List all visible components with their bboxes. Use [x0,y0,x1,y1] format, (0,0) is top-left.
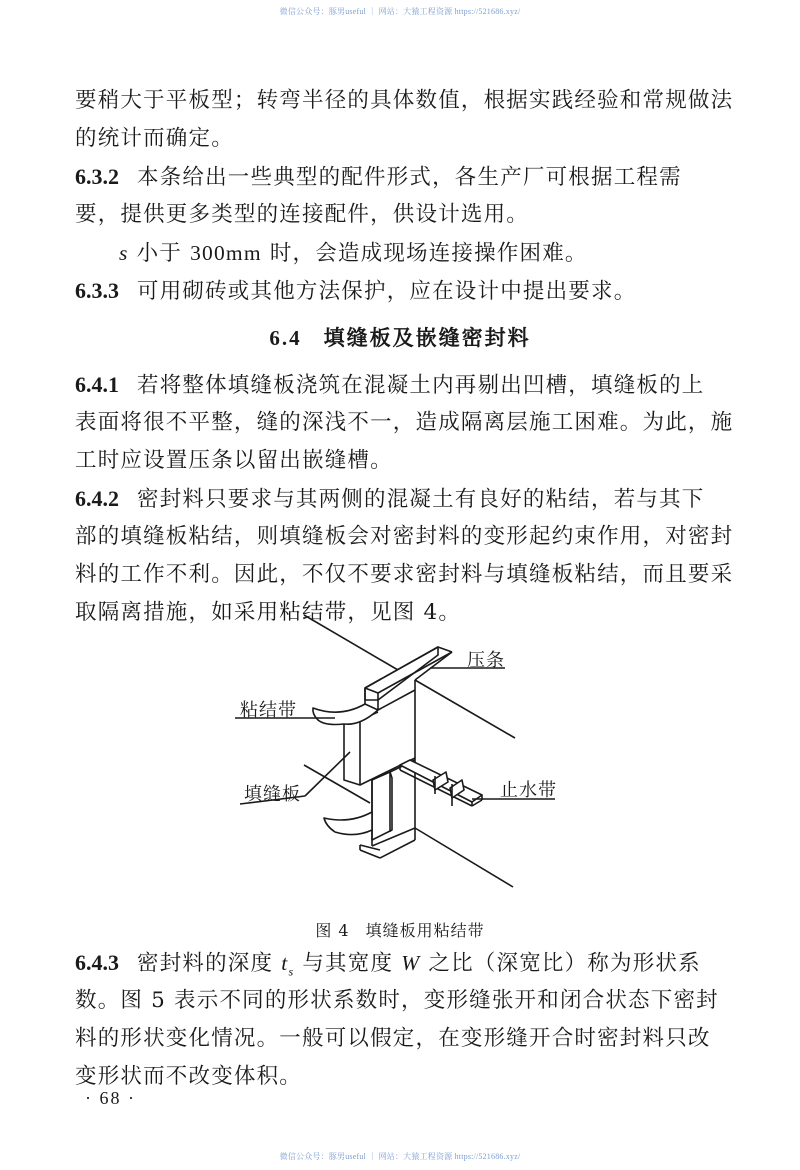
clause-text-pre: 密封料的深度 [137,951,274,976]
label-waterstop: 止水带 [500,780,557,801]
watermark-top: 微信公众号：豚男useful ｜ 网站：大猿工程资源 https://521686.xyz/ [279,7,521,16]
note-pre: 小于 [136,241,183,266]
paragraph-line: 变形状而不改变体积。 [75,1064,303,1089]
paragraph-line: 表面将很不平整，缝的深浅不一，造成隔离层施工困难。为此，施 [75,410,734,435]
clause-number: 6.3.2 [75,164,119,189]
clause-number: 6.4.3 [75,950,119,975]
paragraph-line: 工时应设置压条以留出嵌缝槽。 [75,448,393,473]
clause-6-4-3 [75,948,735,986]
clause-6-4-1 [75,370,735,401]
paragraph-line: 部的填缝板粘结，则填缝板会对密封料的变形起约束作用，对密封 [75,524,734,549]
clause-number: 6.3.3 [75,278,119,303]
section-heading-6-4 [75,322,725,352]
clause-text: 若将整体填缝板浇筑在混凝土内再剔出凹槽，填缝板的上 [137,373,705,398]
clause-number: 6.4.1 [75,372,119,397]
note-value: 300mm [190,241,262,265]
variable-w: W [401,951,421,975]
page-number: · 68 · [85,1088,136,1108]
paragraph-line: 的统计而确定。 [75,126,234,151]
variable-t: $t_s$ [281,951,295,979]
note-post: 时，会造成现场连接操作困难。 [269,241,588,266]
section-number: 6.4 [269,326,302,350]
label-pressing-strip: 压条 [467,650,505,671]
clause-6-3-2 [75,162,735,193]
variable-s: s [119,241,129,265]
clause-text: 可用砌砖或其他方法保护，应在设计中提出要求。 [137,279,637,304]
paragraph-line: 料的形状变化情况。一般可以假定，在变形缝开合时密封料只改 [75,1026,711,1051]
label-filler-board: 填缝板 [244,784,301,805]
clause-number: 6.4.2 [75,486,119,511]
clause-text: 本条给出一些典型的配件形式，各生产厂可根据工程需 [137,165,682,190]
section-title: 填缝板及嵌缝密封料 [323,325,531,350]
joint-diagram-svg [220,600,600,900]
clause-text-post: 之比（深宽比）称为形状系 [428,951,701,976]
paragraph-line: 要稍大于平板型；转弯半径的具体数值，根据实践经验和常规做法 [75,88,734,113]
figure-caption [75,918,725,941]
clause-6-4-2 [75,484,735,515]
clause-text: 密封料只要求与其两侧的混凝土有良好的粘结，若与其下 [137,487,705,512]
clause-6-3-3 [75,276,735,307]
figure-title: 填缝板用粘结带 [365,921,485,940]
paragraph-line: 料的工作不利。因此，不仅不要求密封料与填缝板粘结，而且要采 [75,562,734,587]
paragraph-line: 数。图 5 表示不同的形状系数时，变形缝张开和闭合状态下密封 [75,988,719,1013]
paragraph-line: 要，提供更多类型的连接配件，供设计选用。 [75,202,530,227]
label-bond-tape: 粘结带 [240,700,297,721]
watermark-bottom: 微信公众号：豚男useful ｜ 网站：大猿工程资源 https://521686.xyz/ [279,1152,521,1161]
figure-4-diagram [220,600,600,900]
figure-number: 图 4 [315,921,350,940]
clause-text-mid: 与其宽度 [302,951,394,976]
paragraph-line: 取隔离措施，如采用粘结带，见图 4。 [75,600,462,625]
clause-6-3-2-note [75,238,779,269]
